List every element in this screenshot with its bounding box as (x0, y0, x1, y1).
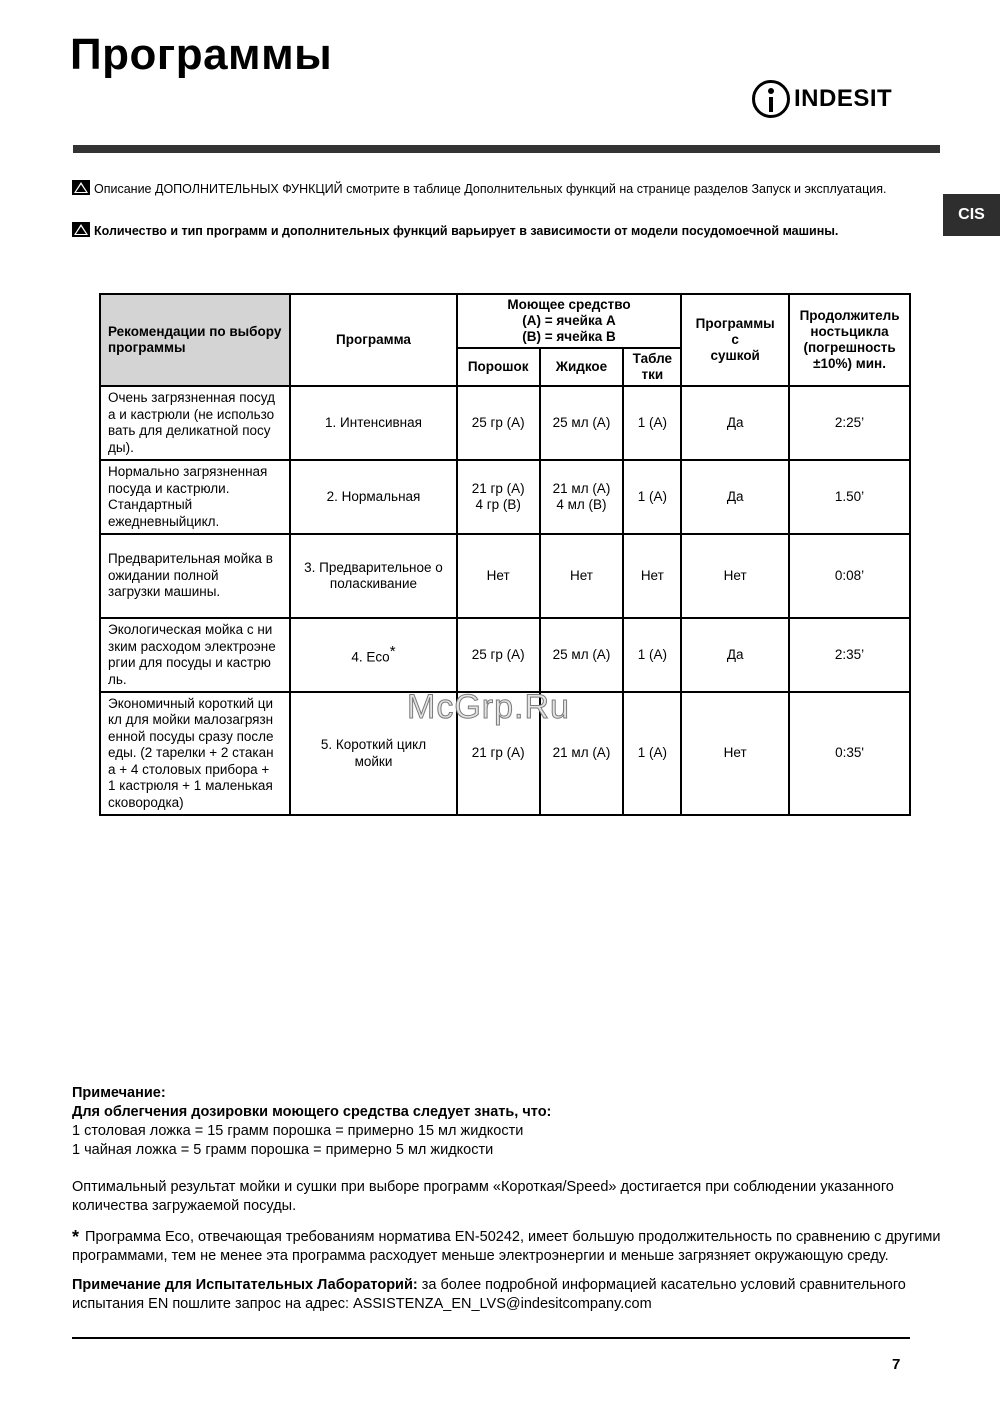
cell-line: Очень загрязненная посуд (108, 390, 275, 405)
lab-note (72, 1276, 948, 1314)
note-line: 1 чайная ложка = 5 грамм порошка = примерно 5 мл жидкости (72, 1142, 494, 1158)
page-title: Программы (70, 30, 333, 79)
table-row (100, 460, 910, 534)
cell-line: ды). (108, 439, 134, 455)
note-additional-functions (72, 180, 896, 198)
cell-duration: 2:35’ (789, 618, 910, 692)
header-line: с (731, 332, 739, 347)
page-number: 7 (892, 1356, 901, 1373)
cell-tablets: 1 (A) (623, 386, 681, 460)
cell-drying: Да (681, 386, 789, 460)
header-line: (погрешность (803, 340, 896, 355)
bottom-notes (72, 1084, 948, 1314)
cell-line: 4 гр (B) (475, 497, 521, 512)
cell-line: 4 мл (B) (556, 497, 607, 512)
cell-line: Нормально загрязненная (108, 464, 268, 479)
note-subheading: Для облегчения дозировки моющего средства следует знать, что: (72, 1104, 552, 1120)
header-line: (A) = ячейка A (522, 313, 616, 328)
cell-recommendation (100, 618, 290, 692)
header-line: ±10%) мин. (813, 356, 886, 371)
cell-recommendation (100, 460, 290, 534)
brand-name: INDESIT (794, 85, 893, 112)
header-duration (789, 294, 910, 386)
cell-tablets: Нет (623, 534, 681, 618)
cell-line: 21 гр (A) (471, 480, 525, 496)
cell-line: поласкивание (329, 576, 418, 591)
cell-tablets: 1 (A) (623, 460, 681, 534)
cell-line: Экономичный короткий ци (108, 695, 274, 711)
footnote-star: * (72, 1227, 80, 1247)
footer-rule (72, 1337, 910, 1339)
cell-line: посуда и кастрюли. (108, 480, 230, 496)
table-row (100, 386, 910, 460)
header-line: Программы (695, 316, 775, 331)
cell-powder: Нет (457, 534, 540, 618)
header-recommendation: Рекомендации по выбору программы (100, 294, 290, 386)
watermark: McGrp.Ru (407, 688, 570, 726)
cell-line: 5. Короткий цикл (320, 737, 427, 752)
table-row (100, 534, 910, 618)
cell-duration: 2:25’ (789, 386, 910, 460)
cell-line: загрузки машины. (108, 584, 221, 600)
cell-liquid: Нет (540, 534, 624, 618)
cell-program: 1. Интенсивная (290, 386, 457, 460)
cell-duration: 1.50’ (789, 460, 910, 534)
cell-line: ожидании полной (108, 567, 219, 583)
header-line: Продолжитель (799, 308, 900, 323)
cell-line: кл для мойки малозагрязн (108, 712, 274, 728)
footnote-marker: * (389, 643, 396, 660)
indesit-logo (752, 78, 892, 120)
cell-drying: Да (681, 460, 789, 534)
cell-powder (457, 460, 540, 534)
header-program: Программа (290, 294, 457, 386)
cell-line: вать для деликатной посу (108, 423, 271, 438)
cell-liquid (540, 460, 624, 534)
cell-duration: 0:08’ (789, 534, 910, 618)
cell-liquid: 25 мл (A) (540, 386, 624, 460)
note-text: Описание ДОПОЛНИТЕЛЬНЫХ ФУНКЦИЙ смотрите в таблице Дополнительных функций на странице разделов Запуск и эксплуатация. (94, 182, 887, 196)
note-text: Количество и тип программ и дополнительных функций варьирует в зависимости от модели посудомоечной машины. (94, 224, 839, 238)
cell-liquid: 25 мл (A) (540, 618, 624, 692)
cell-line: мойки (354, 753, 393, 769)
cell-recommendation (100, 386, 290, 460)
warning-icon (72, 180, 90, 195)
cell-line: ежедневныйцикл. (108, 513, 220, 529)
cell-drying: Да (681, 618, 789, 692)
cell-line: Экологическая мойка с ни (108, 622, 273, 637)
eco-footnote-text: Программа Eco, отвечающая требованиям норматива EN-50242, имеет большую продолжительность по сравнению с другими программами, тем не менее эта программа расходует меньше электроэнергии и меньше загрязняет окружающую среду. (72, 1229, 941, 1264)
header-line: ностьцикла (810, 324, 889, 339)
header-tablets (623, 348, 681, 386)
info-i-icon (752, 80, 790, 118)
lab-note-text: за более подробной информацией касательно условий сравнительного испытания EN пошлите запрос на адрес: ASSISTENZA_EN_LVS@indesitcompany.com (72, 1277, 906, 1312)
cell-line: ргии для посуды и кастрю (108, 655, 271, 670)
cell-duration: 0:35' (789, 692, 910, 815)
header-line: тки (641, 367, 664, 382)
language-tab: CIS (943, 194, 1000, 236)
cell-program (290, 618, 457, 692)
cell-line: а и кастрюли (не использо (108, 406, 275, 422)
cell-program: 2. Нормальная (290, 460, 457, 534)
program-name: 4. Eco (351, 649, 390, 665)
cell-line: зким расходом электроэне (108, 638, 276, 654)
cell-tablets: 1 (A) (623, 618, 681, 692)
cell-drying: Нет (681, 534, 789, 618)
cell-line: еды. (2 тарелки + 2 стакан (108, 745, 274, 761)
header-line: Моющее средство (507, 297, 631, 312)
header-line: (B) = ячейка B (522, 329, 616, 344)
note-model-variation (72, 222, 896, 240)
header-rule (73, 145, 940, 153)
header-drying (681, 294, 789, 386)
table-row (100, 618, 910, 692)
header-line: сушкой (710, 348, 760, 363)
cell-powder: 25 гр (A) (457, 618, 540, 692)
cell-liquid: 21 мл (A) (540, 692, 624, 815)
note-heading: Примечание: (72, 1085, 166, 1101)
cell-line: сковородка) (108, 794, 184, 810)
header-detergent (457, 294, 682, 348)
cell-line: 1 кастрюля + 1 маленькая (108, 778, 273, 794)
note-paragraph: Оптимальный результат мойки и сушки при выборе программ «Короткая/Speed» достигается при соблюдении указанного количества загружаемой посуды. (72, 1179, 894, 1214)
header-powder: Порошок (457, 348, 540, 386)
cell-line: а + 4 столовых прибора + (108, 761, 270, 777)
cell-line: ль. (108, 671, 127, 687)
cell-line: енной посуды сразу после (108, 728, 274, 744)
cell-line: Стандартный (108, 497, 193, 512)
header-line: Табле (632, 351, 672, 366)
eco-footnote (72, 1228, 948, 1266)
cell-recommendation (100, 692, 290, 815)
programs-table (99, 293, 911, 816)
cell-drying: Нет (681, 692, 789, 815)
warning-icon (72, 222, 90, 237)
cell-recommendation (100, 534, 290, 618)
cell-line: 3. Предварительное о (304, 559, 443, 575)
header-liquid: Жидкое (540, 348, 624, 386)
cell-powder: 25 гр (A) (457, 386, 540, 460)
note-line: 1 столовая ложка = 15 грамм порошка = примерно 15 мл жидкости (72, 1123, 524, 1139)
cell-line: 21 мл (A) (552, 480, 611, 496)
cell-program (290, 534, 457, 618)
cell-powder: 21 гр (A) (457, 692, 540, 815)
cell-tablets: 1 (A) (623, 692, 681, 815)
cell-line: Предварительная мойка в (108, 551, 273, 567)
lab-note-label: Примечание для Испытательных Лабораторий: (72, 1277, 418, 1293)
